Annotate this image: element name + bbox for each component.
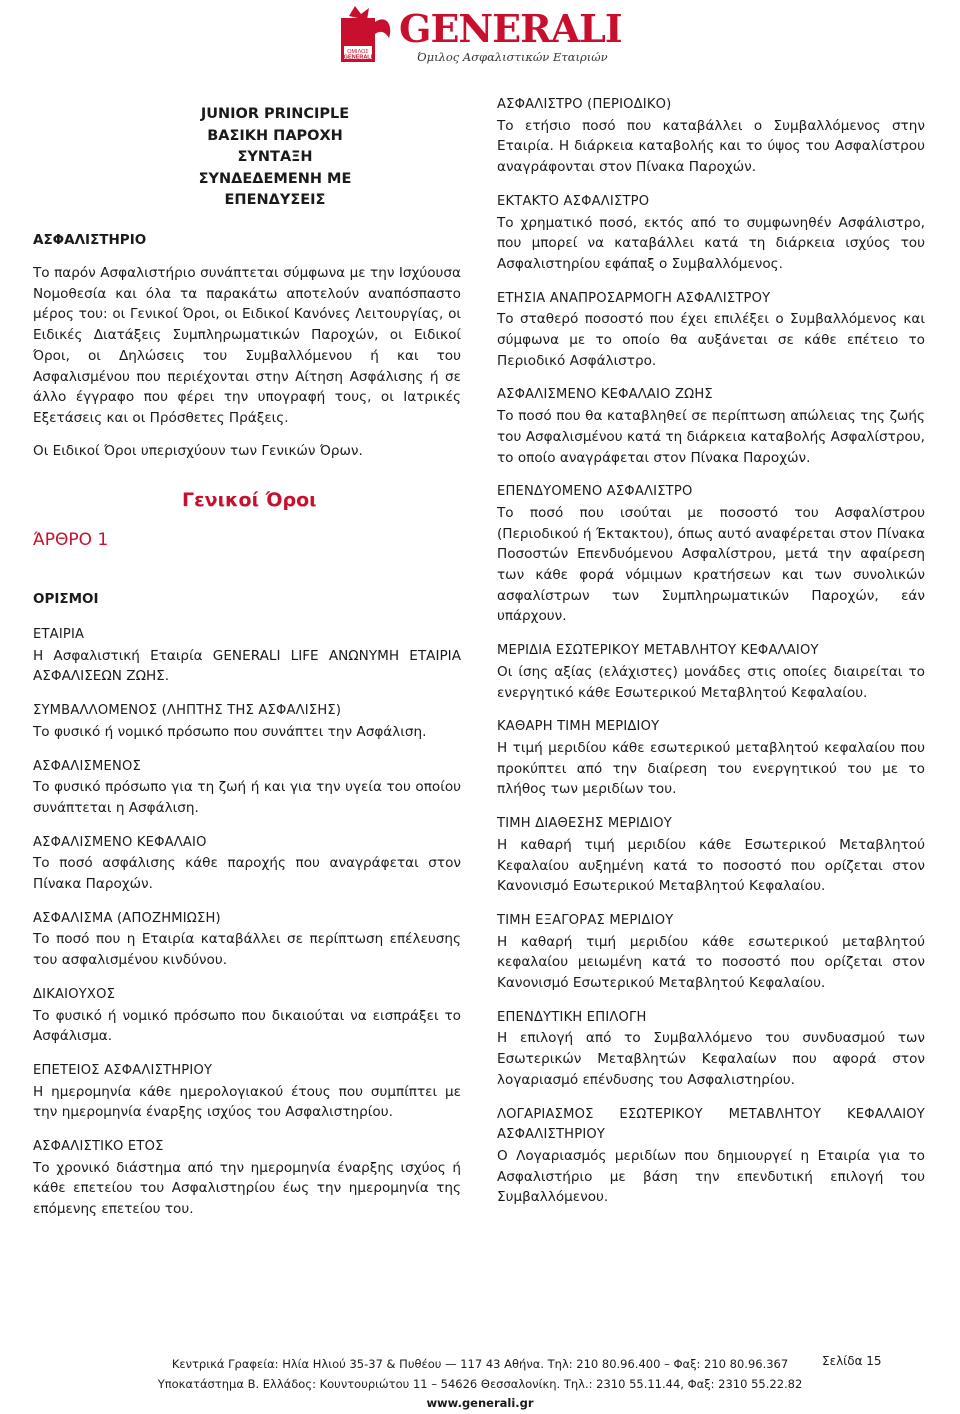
definition-text: Το χρονικό διάστημα από την ημερομηνία έναρξης ισχύος ή κάθε επετείου του Ασφαλιστηρίου έως την ημερομηνία της επόμενης επετείου του. [33, 1159, 461, 1218]
definition-item [497, 717, 925, 800]
definition-text: Η καθαρή τιμή μεριδίου κάθε Εσωτερικού Μεταβλητού Κεφαλαίου αυξημένη κατά το ποσοστό που ορίζεται στον Κανονισμό Εσωτερικού Μεταβλητού Κεφαλαίου. [497, 836, 925, 895]
definition-text: Η επιλογή από το Συμβαλλόμενο του συνδυασμού των Εσωτερικών Μεταβλητών Κεφαλαίων που αφορά στον λογαριασμό επένδυσης του Ασφαλιστηρίου. [497, 1030, 925, 1088]
definition-item [33, 1137, 461, 1220]
generali-logo [335, 4, 622, 66]
definition-term: ΕΚΤΑΚΤΟ ΑΣΦΑΛΙΣΤΡΟ [497, 193, 650, 209]
badge-line2: GENERALI [343, 54, 373, 61]
general-terms-title: Γενικοί Όροι [182, 489, 317, 511]
definition-item [33, 1061, 461, 1123]
definition-item [33, 701, 461, 742]
definition-item [33, 625, 461, 687]
product-line2: ΒΑΣΙΚΗ ΠΑΡΟΧΗ [207, 127, 343, 144]
definition-text: Το ποσό που η Εταιρία καταβάλλει σε περίπτωση επέλευσης του ασφαλισμένου κινδύνου. [33, 931, 461, 969]
intro-paragraph: Το παρόν Ασφαλιστήριο συνάπτεται σύμφωνα με την Ισχύουσα Νομοθεσία και όλα τα παρακάτω αποτελούν αναπόσπαστο μέρος του: οι Γενικοί Όροι, οι Ειδικοί Κανόνες Λειτουργίας, οι Ειδικές Διατάξεις Συμπληρωματικών Παροχών, οι Ειδικοί Όροι, οι Δηλώσεις του Συμβαλλόμενου ή και του Ασφαλισμένου που περιέχονται στην Αίτηση Ασφάλισης ή σε άλλο έγγραφο που φέρει την υπογραφή τους, οι Ιατρικές Εξετάσεις και οι Πρόσθετες Πράξεις. [33, 265, 461, 426]
definition-term: ΑΣΦΑΛΙΣΜΑ (ΑΠΟΖΗΜΙΩΣΗ) [33, 910, 221, 926]
definition-text: Η Ασφαλιστική Εταιρία GENERALI LIFE ΑΝΩΝΥΜΗ ΕΤΑΙΡΙΑ ΑΣΦΑΛΙΣΕΩΝ ΖΩΗΣ. [33, 647, 461, 685]
definition-term: ΤΙΜΗ ΕΞΑΓΟΡΑΣ ΜΕΡΙΔΙΟΥ [497, 912, 674, 928]
definition-item [33, 833, 461, 895]
definition-term: ΑΣΦΑΛΙΣΜΕΝΟ ΚΕΦΑΛΑΙΟ ΖΩΗΣ [497, 387, 713, 403]
product-line1: JUNIOR PRINCIPLE [200, 106, 350, 122]
definition-item [497, 482, 925, 627]
definition-item [497, 289, 925, 372]
definition-term: ΕΠΕΝΔΥΤΙΚΗ ΕΠΙΛΟΓΗ [497, 1009, 647, 1025]
definition-item [33, 909, 461, 971]
definition-item [33, 985, 461, 1047]
definition-text: Ο Λογαριασμός μεριδίων που δημιουργεί η Εταιρία για το Ασφαλιστήριο με βάση την επενδυτική επιλογή του Συμβαλλόμενου. [497, 1147, 925, 1206]
definition-term: ΤΙΜΗ ΔΙΑΘΕΣΗΣ ΜΕΡΙΔΙΟΥ [497, 816, 672, 832]
policy-heading: ΑΣΦΑΛΙΣΤΗΡΙΟ [33, 232, 147, 248]
definition-item [33, 757, 461, 819]
definition-text: Το φυσικό ή νομικό πρόσωπο που δικαιούται να εισπράξει το Ασφάλισμα. [33, 1007, 461, 1045]
footer-website-link[interactable]: www.generali.gr [426, 1396, 534, 1410]
definition-text: Το ποσό που θα καταβληθεί σε περίπτωση απώλειας της ζωής του Ασφαλισμένου κατά τη διάρκεια καταβολής Ασφαλίστρου, το οποίο αναγράφεται στον Πίνακα Παροχών. [497, 408, 925, 466]
definition-text: Η τιμή μεριδίου κάθε εσωτερικού μεταβλητού κεφαλαίου που προκύπτει από την διαίρεση του ενεργητικού του με το πλήθος των μεριδίων του. [497, 739, 925, 798]
product-line3: ΣΥΝΤΑΞΗ [237, 149, 313, 165]
definition-term: ΑΣΦΑΛΙΣΤΡΟ (ΠΕΡΙΟΔΙΚΟ) [497, 97, 672, 112]
definition-item [497, 192, 925, 275]
definition-text: Η ημερομηνία κάθε ημερολογιακού έτους που συμπίπτει με την ημερομηνία έναρξης ισχύος του Ασφαλιστηρίου. [33, 1083, 461, 1121]
article-title: ΆΡΘΡΟ 1 [33, 530, 109, 550]
brand-name: GENERALI [399, 6, 622, 51]
definition-text: Η καθαρή τιμή μεριδίου κάθε εσωτερικού μεταβλητού κεφαλαίου μειωμένη κατά το ποσοστό που ορίζεται στον Κανονισμό Εσωτερικού Μεταβλητού Κεφαλαίου. [497, 933, 925, 992]
definition-term: ΕΠΕΤΕΙΟΣ ΑΣΦΑΛΙΣΤΗΡΙΟΥ [33, 1062, 213, 1078]
definition-item [497, 814, 925, 897]
lion-emblem-icon [335, 4, 397, 66]
definition-term: ΛΟΓΑΡΙΑΣΜΟΣ ΕΣΩΤΕΡΙΚΟΥ ΜΕΤΑΒΛΗΤΟΥ ΚΕΦΑΛΑΙΟΥ ΑΣΦΑΛΙΣΤΗΡΙΟΥ [497, 1106, 925, 1143]
right-definitions [497, 95, 925, 1222]
definition-term: ΕΠΕΝΔΥΟΜΕΝΟ ΑΣΦΑΛΙΣΤΡΟ [497, 484, 693, 500]
brand-tagline: Όμιλος Ασφαλιστικών Εταιριών [417, 50, 608, 64]
definition-item [497, 95, 925, 178]
definition-item [497, 641, 925, 703]
definition-text: Οι ίσης αξίας (ελάχιστες) μονάδες στις οποίες διαιρείται το ενεργητικό κάθε Εσωτερικού Μεταβλητού Κεφαλαίου. [497, 663, 925, 701]
definition-term: ΕΤΗΣΙΑ ΑΝΑΠΡΟΣΑΡΜΟΓΗ ΑΣΦΑΛΙΣΤΡΟΥ [497, 290, 771, 306]
intro-note: Οι Ειδικοί Όροι υπερισχύουν των Γενικών Όρων. [33, 443, 363, 459]
footer-address-main: Κεντρικά Γραφεία: Ηλία Ηλιού 35-37 & Πυθέου — 117 43 Αθήνα. Τηλ: 210 80.96.400 – Φαξ: 210 80.96.367 [171, 1357, 789, 1371]
article-subtitle: ΟΡΙΣΜΟΙ [33, 591, 99, 607]
page-footer [0, 1355, 960, 1414]
definition-term: ΚΑΘΑΡΗ ΤΙΜΗ ΜΕΡΙΔΙΟΥ [497, 719, 660, 735]
definition-term: ΣΥΜΒΑΛΛΟΜΕΝΟΣ (ΛΗΠΤΗΣ ΤΗΣ ΑΣΦΑΛΙΣΗΣ) [33, 703, 342, 719]
footer-address-branch: Υποκατάστημα Β. Ελλάδος: Κουντουριώτου 11 – 54626 Θεσσαλονίκη. Τηλ.: 2310 55.11.44, Φαξ: 2310 55.22.82 [157, 1376, 803, 1391]
definition-term: ΑΣΦΑΛΙΣΤΙΚΟ ΕΤΟΣ [33, 1139, 164, 1155]
product-title [150, 104, 400, 212]
badge-line1: ΟΜΙΛΟΣ [347, 49, 369, 55]
definition-text: Το χρηματικό ποσό, εκτός από το συμφωνηθέν Ασφάλιστρο, που μπορεί να καταβάλλει κατά τη διάρκεια ισχύος του Ασφαλιστηρίου εφάπαξ ο Συμβαλλόμενος. [497, 214, 925, 272]
left-definitions [33, 625, 461, 1234]
definition-term: ΕΤΑΙΡΙΑ [33, 627, 85, 642]
definition-text: Το ετήσιο ποσό που καταβάλλει ο Συμβαλλόμενος στην Εταιρία. Η διάρκεια καταβολής και το ύψος του Ασφαλίστρου αναγράφονται στον Πίνακα Παροχών. [497, 117, 925, 176]
definition-text: Το σταθερό ποσοστό που έχει επιλέξει ο Συμβαλλόμενος και σύμφωνα με το οποίο θα αυξάνεται σε κάθε επέτειο το Περιοδικό Ασφάλιστρο. [497, 311, 925, 369]
definition-text: Το φυσικό πρόσωπο για τη ζωή ή και για την υγεία του οποίου συνάπτεται η Ασφάλιση. [33, 779, 461, 816]
definition-item [497, 911, 925, 994]
definition-term: ΔΙΚΑΙΟΥΧΟΣ [33, 986, 116, 1002]
product-line4: ΣΥΝΔΕΔΕΜΕΝΗ ΜΕ ΕΠΕΝΔΥΣΕΙΣ [198, 170, 352, 208]
definition-item [497, 1008, 925, 1091]
definition-term: ΑΣΦΑΛΙΣΜΕΝΟΣ [33, 758, 141, 774]
definition-item [497, 1105, 925, 1209]
definition-text: Το φυσικό ή νομικό πρόσωπο που συνάπτει την Ασφάλιση. [33, 723, 427, 740]
definition-term: ΑΣΦΑΛΙΣΜΕΝΟ ΚΕΦΑΛΑΙΟ [33, 834, 207, 850]
page-number: Σελίδα 15 [822, 1354, 882, 1368]
definition-text: Το ποσό που ισούται με ποσοστό του Ασφαλίστρου (Περιοδικού ή Έκτακτου), όπως αυτό αναφέρεται στον Πίνακα Ποσοστών Επενδυόμενου Ασφαλίστρου, μετά την αφαίρεση των κάθε φορά νόμιμων κρατήσεων και των συνολικών ασφαλίστρων των Συμπληρωματικών Παροχών, εάν υπάρχουν. [497, 504, 925, 625]
definition-term: ΜΕΡΙΔΙΑ ΕΣΩΤΕΡΙΚΟΥ ΜΕΤΑΒΛΗΤΟΥ ΚΕΦΑΛΑΙΟΥ [497, 643, 819, 659]
definition-text: Το ποσό ασφάλισης κάθε παροχής που αναγράφεται στον Πίνακα Παροχών. [33, 855, 461, 893]
definition-item [497, 385, 925, 468]
